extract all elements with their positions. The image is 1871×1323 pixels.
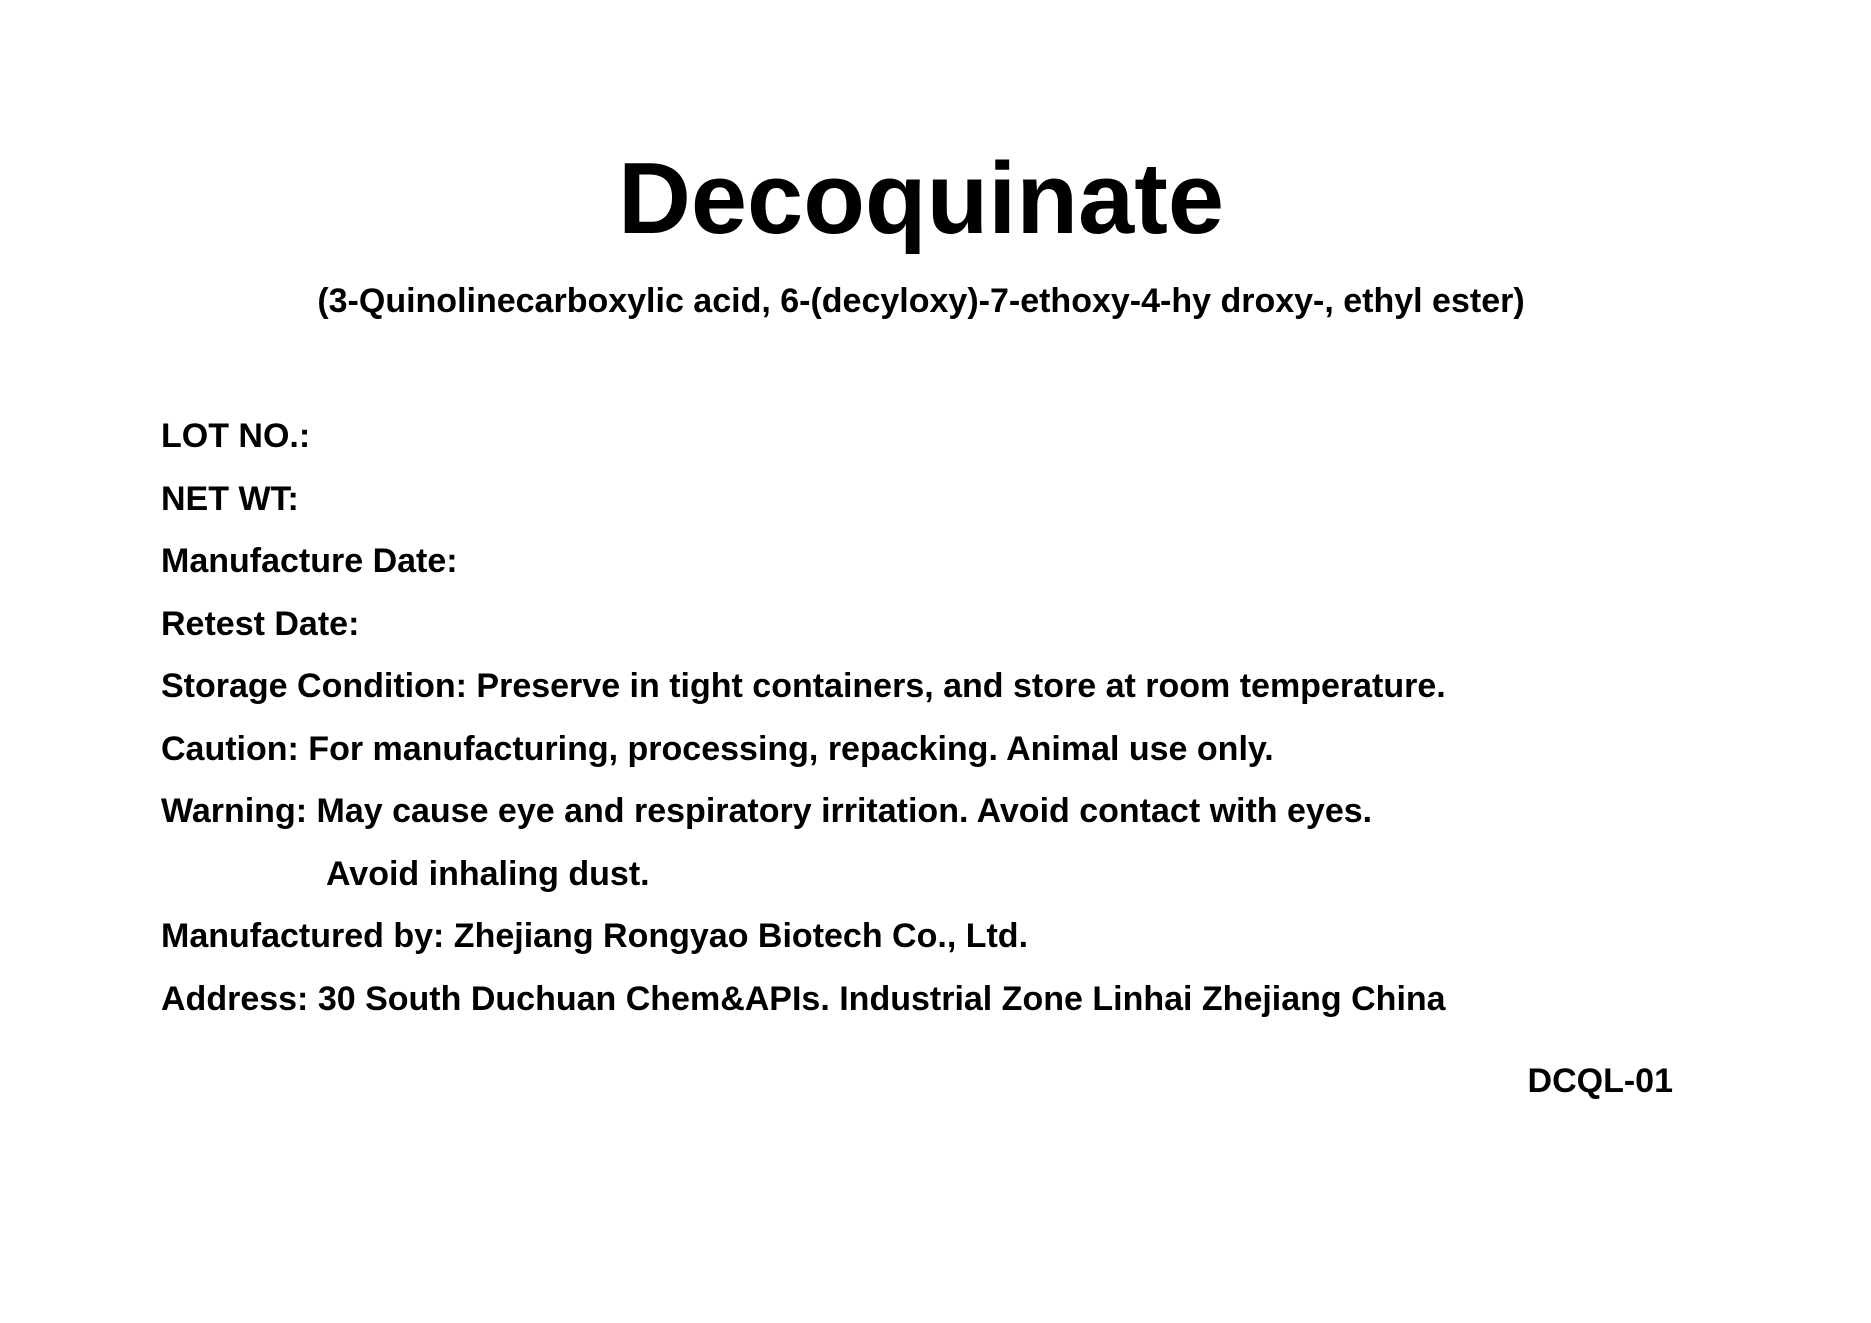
storage-condition-text: Storage Condition: Preserve in tight containers, and store at room temperature. [161, 667, 1446, 705]
net-weight-field: NET WT: [161, 479, 299, 518]
lot-number-field: LOT NO.: [161, 417, 311, 455]
chemical-name: (3-Quinolinecarboxylic acid, 6-(decyloxy)-7-ethoxy-4-hy droxy-, ethyl ester) [317, 282, 1525, 320]
warning-text-continued: Avoid inhaling dust. [326, 854, 650, 893]
label-fields [161, 416, 1721, 1041]
manufacturer-text: Manufactured by: Zhejiang Rongyao Biotech Co., Ltd. [161, 917, 1029, 955]
manufacture-date-field: Manufacture Date: [161, 542, 458, 580]
address-text: Address: 30 South Duchuan Chem&APIs. Industrial Zone Linhai Zhejiang China [161, 979, 1446, 1018]
label-code: DCQL-01 [1527, 1062, 1673, 1100]
product-title: Decoquinate [617, 143, 1225, 255]
caution-text: Caution: For manufacturing, processing, repacking. Animal use only. [161, 729, 1274, 768]
warning-text: Warning: May cause eye and respiratory irritation. Avoid contact with eyes. [161, 792, 1373, 830]
retest-date-field: Retest Date: [161, 604, 360, 643]
